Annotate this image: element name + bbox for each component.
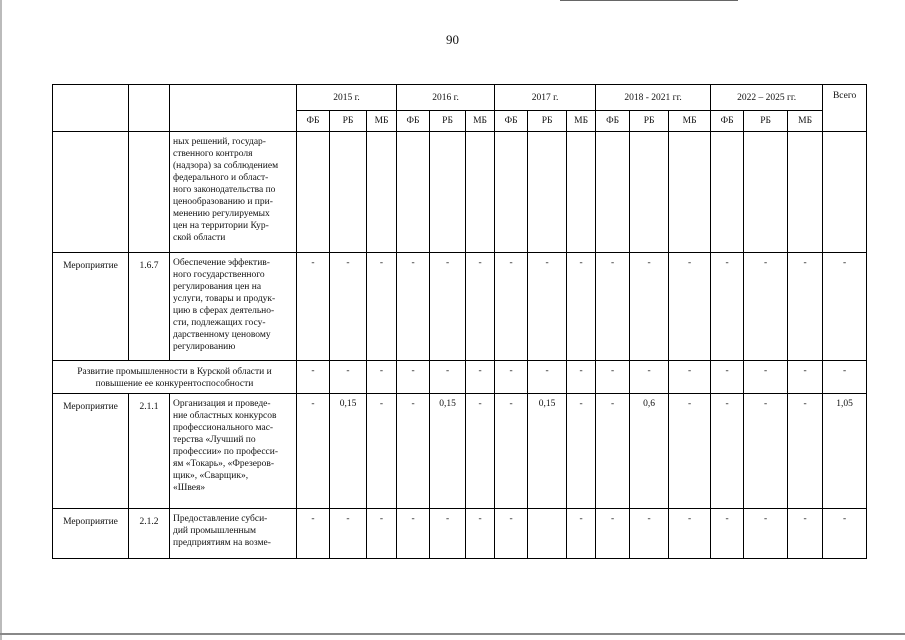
header-year: 2017 г. [495, 85, 596, 111]
header-year-row [53, 85, 867, 111]
row-kind: Мероприятие [53, 394, 129, 509]
total-value-cell: - [823, 509, 867, 559]
row-code [129, 132, 170, 253]
scan-left-edge [0, 0, 2, 640]
funding-value-cell: - [596, 509, 630, 559]
funding-value-cell: - [744, 509, 788, 559]
header-source: МБ [567, 111, 596, 132]
funding-value-cell: - [397, 361, 430, 394]
funding-value-cell: - [430, 253, 466, 361]
funding-value-cell: - [596, 253, 630, 361]
table-row [53, 509, 867, 559]
budget-table [52, 84, 867, 559]
funding-value-cell: - [495, 253, 528, 361]
funding-value-cell: - [528, 253, 567, 361]
funding-value-cell [567, 132, 596, 253]
row-description: Обеспечение эффектив- ного государственного регулирования цен на услуги, товары и продук- цию в сферах деятельно- сти, подлежащих госу- дарственному ценовому регулированию [170, 253, 297, 361]
funding-value-cell: - [788, 361, 823, 394]
row-description: ных решений, государ- ственного контроля (надзора) за соблюдением федерального и област- ного законодательства по ценообразованию и при- менению регулируемых цен на территории Кур- ской области [170, 132, 297, 253]
funding-value-cell: - [367, 361, 397, 394]
funding-value-cell: - [297, 509, 330, 559]
funding-value-cell [788, 132, 823, 253]
funding-value-cell [528, 132, 567, 253]
top-rule [560, 0, 738, 1]
funding-value-cell: - [669, 509, 711, 559]
funding-value-cell: - [744, 253, 788, 361]
funding-value-cell: - [528, 361, 567, 394]
funding-value-cell [528, 509, 567, 559]
funding-value-cell: 0,15 [330, 394, 367, 509]
header-year: 2018 - 2021 гг. [596, 85, 711, 111]
header-source: ФБ [596, 111, 630, 132]
funding-value-cell [466, 132, 495, 253]
row-code: 2.1.2 [129, 509, 170, 559]
row-code: 1.6.7 [129, 253, 170, 361]
header-source: РБ [330, 111, 367, 132]
total-value-cell: 1,05 [823, 394, 867, 509]
funding-value-cell: - [669, 394, 711, 509]
row-kind: Мероприятие [53, 509, 129, 559]
scan-bottom-edge [0, 633, 905, 635]
header-source: РБ [430, 111, 466, 132]
section-row [53, 361, 867, 394]
funding-value-cell: - [330, 361, 367, 394]
funding-value-cell [669, 132, 711, 253]
funding-value-cell: - [466, 361, 495, 394]
table-row [53, 132, 867, 253]
row-kind [53, 132, 129, 253]
funding-value-cell: - [330, 253, 367, 361]
funding-value-cell: 0,15 [528, 394, 567, 509]
header-year: 2016 г. [397, 85, 495, 111]
funding-value-cell: - [567, 361, 596, 394]
total-value-cell [823, 132, 867, 253]
funding-value-cell [744, 132, 788, 253]
funding-value-cell: 0,15 [430, 394, 466, 509]
funding-value-cell: - [495, 361, 528, 394]
funding-value-cell: - [630, 361, 669, 394]
funding-value-cell: - [397, 394, 430, 509]
funding-value-cell: - [788, 253, 823, 361]
funding-value-cell [397, 132, 430, 253]
funding-value-cell: - [744, 394, 788, 509]
row-kind: Мероприятие [53, 253, 129, 361]
funding-value-cell: - [711, 509, 744, 559]
header-code-cell [129, 85, 170, 132]
total-value-cell: - [823, 253, 867, 361]
header-source: МБ [367, 111, 397, 132]
funding-value-cell [430, 132, 466, 253]
funding-value-cell [330, 132, 367, 253]
funding-value-cell: - [466, 394, 495, 509]
header-source: РБ [744, 111, 788, 132]
funding-value-cell [596, 132, 630, 253]
header-year: 2022 – 2025 гг. [711, 85, 823, 111]
funding-value-cell: - [788, 509, 823, 559]
funding-value-cell: - [397, 509, 430, 559]
funding-value-cell: - [466, 509, 495, 559]
funding-value-cell: 0,6 [630, 394, 669, 509]
header-source: РБ [630, 111, 669, 132]
funding-value-cell: - [630, 253, 669, 361]
funding-value-cell: - [430, 509, 466, 559]
header-source: МБ [466, 111, 495, 132]
funding-value-cell: - [567, 253, 596, 361]
funding-value-cell: - [430, 361, 466, 394]
funding-value-cell: - [788, 394, 823, 509]
header-source: МБ [788, 111, 823, 132]
header-year: 2015 г. [297, 85, 397, 111]
funding-value-cell: - [367, 394, 397, 509]
funding-value-cell: - [367, 253, 397, 361]
funding-value-cell: - [397, 253, 430, 361]
funding-value-cell: - [567, 394, 596, 509]
funding-value-cell [711, 132, 744, 253]
header-source: МБ [669, 111, 711, 132]
funding-value-cell: - [711, 253, 744, 361]
funding-value-cell: - [669, 361, 711, 394]
funding-value-cell: - [297, 394, 330, 509]
funding-value-cell: - [669, 253, 711, 361]
header-source: ФБ [495, 111, 528, 132]
funding-value-cell [495, 132, 528, 253]
funding-value-cell [630, 132, 669, 253]
header-source: ФБ [397, 111, 430, 132]
funding-value-cell: - [495, 394, 528, 509]
funding-value-cell: - [567, 509, 596, 559]
funding-value-cell: - [466, 253, 495, 361]
header-kind-cell [53, 85, 129, 132]
header-source: ФБ [297, 111, 330, 132]
funding-value-cell: - [711, 361, 744, 394]
header-description-cell [170, 85, 297, 132]
total-value-cell: - [823, 361, 867, 394]
funding-value-cell: - [297, 361, 330, 394]
funding-value-cell [297, 132, 330, 253]
header-source: ФБ [711, 111, 744, 132]
funding-value-cell: - [744, 361, 788, 394]
header-source: РБ [528, 111, 567, 132]
table-row [53, 394, 867, 509]
funding-value-cell: - [330, 509, 367, 559]
row-description: Предоставление субси- дий промышленным предприятиям на возме- [170, 509, 297, 559]
row-description: Организация и проведе- ние областных конкурсов профессионального мас- терства «Лучший по профессии» по професси- ям «Токарь», «Фрезеров- щик», «Сварщик», «Швея» [170, 394, 297, 509]
funding-value-cell: - [596, 361, 630, 394]
section-title: Развитие промышленности в Курской области и повышение ее конкурентоспособности [53, 361, 297, 394]
funding-value-cell: - [367, 509, 397, 559]
funding-value-cell: - [596, 394, 630, 509]
table-body [53, 132, 867, 559]
funding-value-cell: - [495, 509, 528, 559]
funding-value-cell: - [711, 394, 744, 509]
funding-value-cell: - [297, 253, 330, 361]
funding-value-cell: - [630, 509, 669, 559]
row-code: 2.1.1 [129, 394, 170, 509]
table-row [53, 253, 867, 361]
funding-value-cell [367, 132, 397, 253]
page-number: 90 [446, 32, 459, 47]
header-total: Всего [823, 85, 867, 132]
